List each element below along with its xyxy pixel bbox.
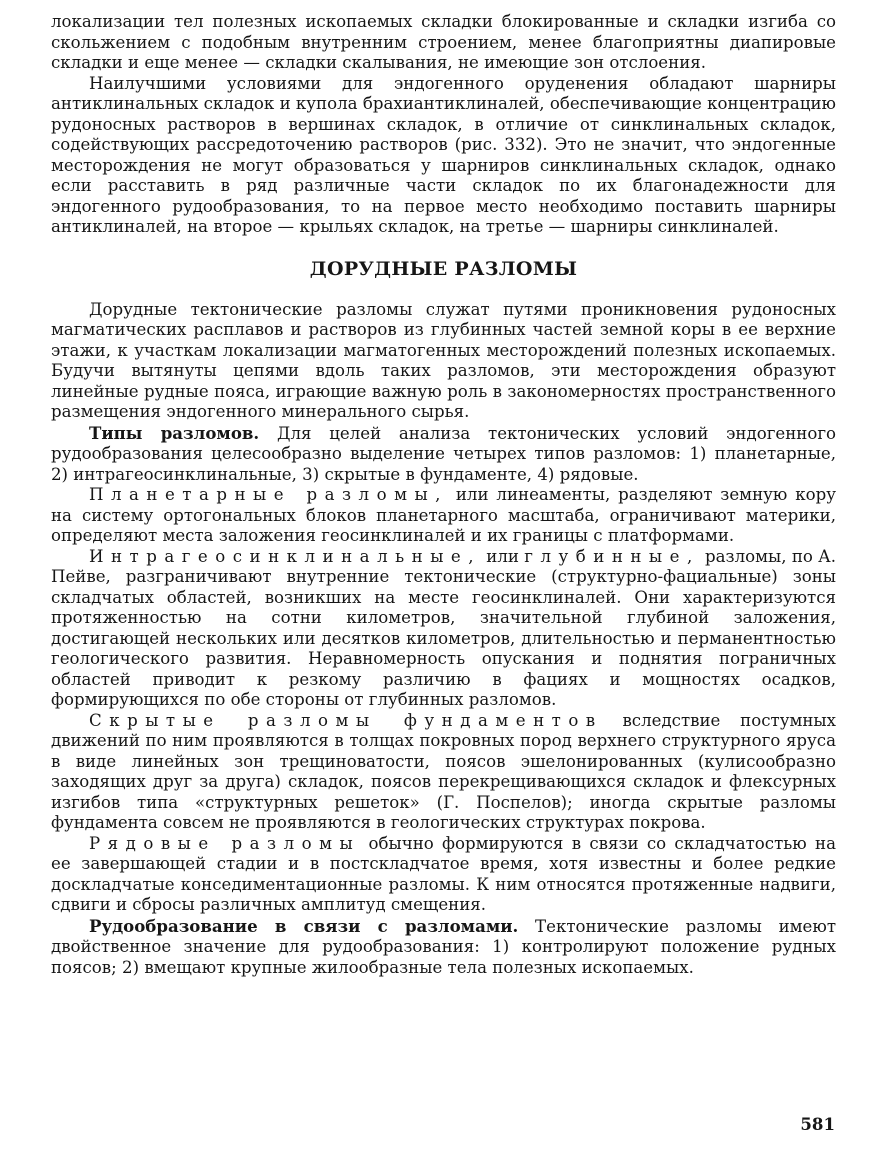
ordinary-faults-text: обычно формируются в связи со складчатостью на ее завершающей стадии и в постскладчатое время, хотя известны и более редкие доскладчатые конседиментационные разломы. К ним относятся протяженные надвиги, сдвиги и сбросы различных амплитуд смещения. [51, 833, 836, 914]
paragraph-intrageosynclinal-faults [51, 547, 836, 711]
page-number: 581 [800, 1114, 835, 1134]
intrageosynclinal-text: разломы, по А. Пейве, разграничивают внутренние тектонические (структурно-фациальные) зоны складчатых областей, возникших на месте геосинклиналей. Они характеризуются протяженностью на сотни километров, значительной глубиной заложения, достигающей нескольких или десятков километров, длительностью и перманентностью геологического развития. Неравномерность опускания и поднятия пограничных областей приводит к резкому различию в фациях и мощностях осадков, формирующихся по обе стороны от глубинных разломов. [51, 546, 836, 709]
ore-formation-lead: Рудообразование в связи с разломами. [89, 915, 519, 936]
hidden-faults-lead: Скрытые разломы фундаментов [89, 710, 603, 730]
paragraph-fault-types [51, 423, 836, 486]
intrageosynclinal-lead: Интрагеосинклинальные, [89, 546, 482, 566]
fault-types-text: Для целей анализа тектонических условий эндогенного рудообразования целесообразно выделение четырех типов разломов: 1) планетарные, 2) интрагеосинклинальные, 3) скрытые в фундаменте, 4) рядовые. [51, 423, 837, 484]
deep-faults-lead: глубинные, [524, 546, 700, 566]
fault-types-lead: Типы разломов. [89, 422, 260, 443]
paragraph-ore-formation-faults [51, 916, 836, 979]
hidden-faults-text: вследствие постумных движений по ним проявляются в толщах покровных пород верхнего структурного яруса в виде линейных зон трещиноватости, поясов эшелонированных (кулисообразно заходящих друг за друга) складок, поясов перекрещивающихся складок и флексурных изгибов типа «структурных решеток» (Г. Поспелов); иногда скрытые разломы фундамента совсем не проявляются в геологических структурах покрова. [51, 710, 836, 832]
paragraph-ordinary-faults [51, 834, 836, 916]
section-heading: ДОРУДНЫЕ РАЗЛОМЫ [309, 257, 578, 280]
intrageosynclinal-mid: или [481, 546, 525, 566]
planetary-faults-lead: Планетарные разломы, [89, 485, 448, 504]
ore-formation-text: Тектонические разломы имеют двойственное значение для рудообразования: 1) контролируют положение рудных поясов; 2) вмещают крупные жилообразные тела полезных ископаемых. [51, 916, 836, 977]
paragraph-planetary-faults [51, 485, 836, 547]
planetary-faults-text: или линеаменты, разделяют земную кору на систему ортогональных блоков планетарного масштаба, ограничивают материки, определяют места заложения геосинклиналей и их границы с платформами. [51, 485, 836, 545]
paragraph-folds-continuation: локализации тел полезных ископаемых складки блокированные и складки изгиба со скольжением с подобным внутренним строением, менее благоприятны диапировые складки и еще менее — складки скалывания, не имеющие зон отслоения. [51, 12, 836, 72]
paragraph-ore-faults-intro: Дорудные тектонические разломы служат путями проникновения рудоносных магматических расплавов и растворов из глубинных частей земной коры в ее верхние этажи, к участкам локализации магматогенных месторождений полезных ископаемых. Будучи вытянуты цепями вдоль таких разломов, эти месторождения образуют линейные рудные пояса, играющие важную роль в закономерностях пространственного размещения эндогенного минерального сырья. [51, 299, 836, 421]
ordinary-faults-lead: Рядовые разломы [89, 833, 361, 853]
paragraph-fold-hinges: Наилучшими условиями для эндогенного оруденения обладают шарниры антиклинальных складок и купола брахиантиклиналей, обеспечивающие концентрацию рудоносных растворов в вершинах складок, в отличие от синклинальных складок, содействующих рассредоточению растворов (рис. 332). Это не значит, что эндогенные месторождения не могут образоваться у шарниров синклинальных складок, однако если расставить в ряд различные части складок по их благонадежности для эндогенного рудообразования, то на первое место необходимо поставить шарниры антиклиналей, на второе — крыльях складок, на третье — шарниры синклиналей. [51, 73, 836, 236]
paragraph-hidden-basement-faults [51, 711, 836, 834]
